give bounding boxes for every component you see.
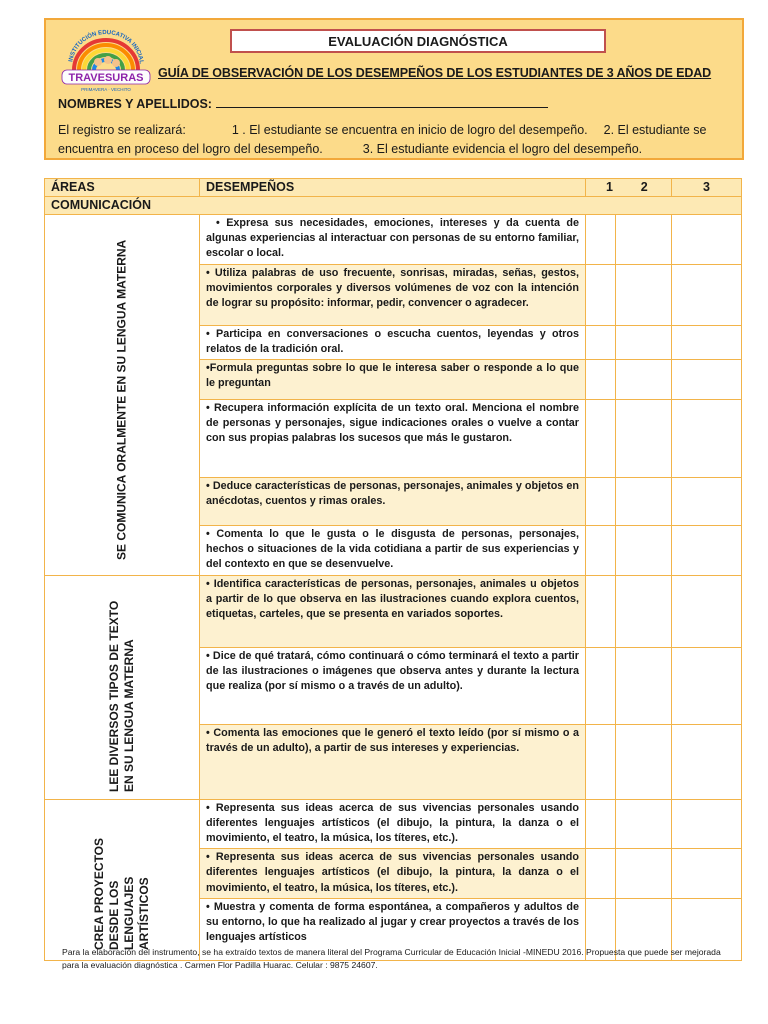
desempeno-text: • Participa en conversaciones o escucha cuentos, leyendas y otros relatos de la tradición oral.	[200, 326, 585, 359]
mark-cell-2[interactable]	[616, 215, 672, 265]
mark-cell-3[interactable]	[672, 799, 742, 849]
header-areas: ÁREAS	[45, 179, 200, 197]
area-label-lectura: LEE DIVERSOS TIPOS DE TEXTO EN SU LENGUA MATERNA	[107, 600, 136, 793]
mark-cell-1[interactable]	[586, 526, 616, 576]
mark-cell-3[interactable]	[672, 215, 742, 265]
instruction-item-1: 1 . El estudiante se encuentra en inicio de logro del desempeño.	[231, 123, 588, 137]
area-cell-arte	[45, 799, 200, 960]
section-row	[45, 197, 742, 215]
area-cell-lectura	[45, 575, 200, 799]
mark-cell-1[interactable]	[586, 724, 616, 799]
document-title: EVALUACIÓN DIAGNÓSTICA	[230, 29, 606, 53]
mark-cell-2[interactable]	[616, 647, 672, 724]
desempeno-text: • Utiliza palabras de uso frecuente, sonrisas, miradas, señas, gestos, movimientos corporales y diversos volúmenes de voz con la intención de lograr su propósito: informar, pedir, convencer o agradecer.	[200, 265, 585, 314]
mark-cell-1[interactable]	[586, 215, 616, 265]
footer-note: Para la elaboración del instrumento, se ha extraído textos de manera literal del Programa Curricular de Educación Inicial -MINEDU 2016. Propuesta que puede ser mejorada para la evaluación diagnóstica . Carmen Flor Padilla Huarac. Celular : 9875 24607.	[62, 947, 721, 970]
mark-cell-3[interactable]	[672, 360, 742, 400]
mark-cell-1[interactable]	[586, 400, 616, 478]
table-header-row	[45, 179, 742, 197]
mark-cell-3[interactable]	[672, 478, 742, 526]
mark-cell-3[interactable]	[672, 325, 742, 359]
table-row	[45, 799, 742, 849]
observation-table	[44, 178, 742, 961]
header-col-2: 1 2	[616, 179, 672, 197]
mark-cell-2[interactable]	[616, 724, 672, 799]
logo-sub-text: PRIMAVERA · VECHITO	[81, 87, 131, 92]
names-label: NOMBRES Y APELLIDOS:	[58, 97, 212, 111]
mark-cell-2[interactable]	[616, 799, 672, 849]
logo-arc-text: INSTITUCIÓN EDUCATIVA INICIAL	[68, 29, 144, 65]
mark-cell-1[interactable]	[586, 325, 616, 359]
section-label: COMUNICACIÓN	[45, 197, 742, 215]
instruction-item-2a: 2. El estudiante se	[603, 123, 707, 137]
mark-cell-1[interactable]	[586, 647, 616, 724]
desempeno-text: • Deduce características de personas, personajes, animales y objetos en anécdotas, cuentos y rimas orales.	[200, 478, 585, 511]
instructions-lead: El registro se realizará:	[58, 123, 186, 137]
mark-cell-2[interactable]	[616, 526, 672, 576]
header-col-3: 3	[672, 179, 742, 197]
school-logo	[58, 26, 154, 94]
desempeno-text: • Comenta las emociones que le generó el texto leído (por sí mismo o a través de un adulto), a partir de sus intereses y experiencias.	[200, 725, 585, 758]
table-row	[45, 215, 742, 265]
mark-cell-2[interactable]	[616, 264, 672, 325]
mark-cell-2[interactable]	[616, 360, 672, 400]
logo-text: TRAVESURAS	[68, 72, 144, 84]
instructions	[58, 121, 738, 159]
desempeno-text: • Expresa sus necesidades, emociones, intereses y da cuenta de algunas experiencias al interactuar con personas de su entorno familiar, escolar o local.	[200, 215, 585, 264]
mark-cell-3[interactable]	[672, 724, 742, 799]
names-blank-line[interactable]	[216, 96, 548, 108]
mark-cell-1[interactable]	[586, 360, 616, 400]
desempeno-text: • Representa sus ideas acerca de sus vivencias personales usando diferentes lenguajes artísticos (el dibujo, la pintura, la danza o el movimiento, el teatro, la música, los títeres, etc.).	[200, 800, 585, 849]
mark-cell-3[interactable]	[672, 849, 742, 899]
header-panel	[44, 18, 744, 160]
desempeno-text: • Comenta lo que le gusta o le disgusta de personas, personajes, hechos o situaciones de la vida cotidiana a partir de sus experiencias y del contexto en que se desenvuelve.	[200, 526, 585, 575]
area-cell-oral	[45, 215, 200, 576]
mark-cell-2[interactable]	[616, 849, 672, 899]
guide-title: GUÍA DE OBSERVACIÓN DE LOS DESEMPEÑOS DE LOS ESTUDIANTES DE 3 AÑOS DE EDAD	[158, 66, 712, 80]
mark-cell-2[interactable]	[616, 478, 672, 526]
desempeno-text: •Formula preguntas sobre lo que le interesa saber o responde a lo que le preguntan	[200, 360, 585, 393]
desempeno-text: • Recupera información explícita de un texto oral. Menciona el nombre de personas y personajes, sigue indicaciones orales o vuelve a contar con sus propias palabras los sucesos que más le gustaron.	[200, 400, 585, 449]
desempeno-text: • Dice de qué tratará, cómo continuará o cómo terminará el texto a partir de las ilustraciones o imágenes que observa antes y durante la lectura que realiza (por sí mismo o a través de un adulto).	[200, 648, 585, 697]
desempeno-text: • Identifica características de personas, personajes, animales u objetos a partir de lo que observa en las ilustraciones cuando explora cuentos, etiquetas, carteles, que se presenta en variados soportes.	[200, 576, 585, 625]
mark-cell-1[interactable]	[586, 799, 616, 849]
mark-cell-2[interactable]	[616, 325, 672, 359]
area-label-oral: SE COMUNICA ORALMENTE EN SU LENGUA MATERNA	[114, 239, 129, 560]
area-label-arte: CREA PROYECTOS DESDE LOS LENGUAJES ARTÍSTICOS	[92, 837, 151, 950]
mark-cell-1[interactable]	[586, 849, 616, 899]
instruction-item-2b: encuentra en proceso del logro del desempeño.	[58, 142, 323, 156]
desempeno-text: • Muestra y comenta de forma espontánea, a compañeros y adultos de su entorno, lo que ha realizado al jugar y crear proyectos a través de los lenguajes artísticos	[200, 899, 585, 948]
mark-cell-1[interactable]	[586, 575, 616, 647]
desempeno-text: • Representa sus ideas acerca de sus vivencias personales usando diferentes lenguajes artísticos (el dibujo, la pintura, la danza o el movimiento, el teatro, la música, los títeres, etc.).	[200, 849, 585, 898]
table-row	[45, 575, 742, 647]
mark-cell-2[interactable]	[616, 400, 672, 478]
mark-cell-1[interactable]	[586, 264, 616, 325]
mark-cell-3[interactable]	[672, 575, 742, 647]
instruction-item-3: 3. El estudiante evidencia el logro del desempeño.	[362, 142, 643, 156]
mark-cell-3[interactable]	[672, 264, 742, 325]
header-desempenos: DESEMPEÑOS	[200, 179, 586, 197]
mark-cell-2[interactable]	[616, 575, 672, 647]
mark-cell-3[interactable]	[672, 400, 742, 478]
names-row	[58, 96, 718, 111]
mark-cell-3[interactable]	[672, 647, 742, 724]
mark-cell-3[interactable]	[672, 526, 742, 576]
mark-cell-1[interactable]	[586, 478, 616, 526]
